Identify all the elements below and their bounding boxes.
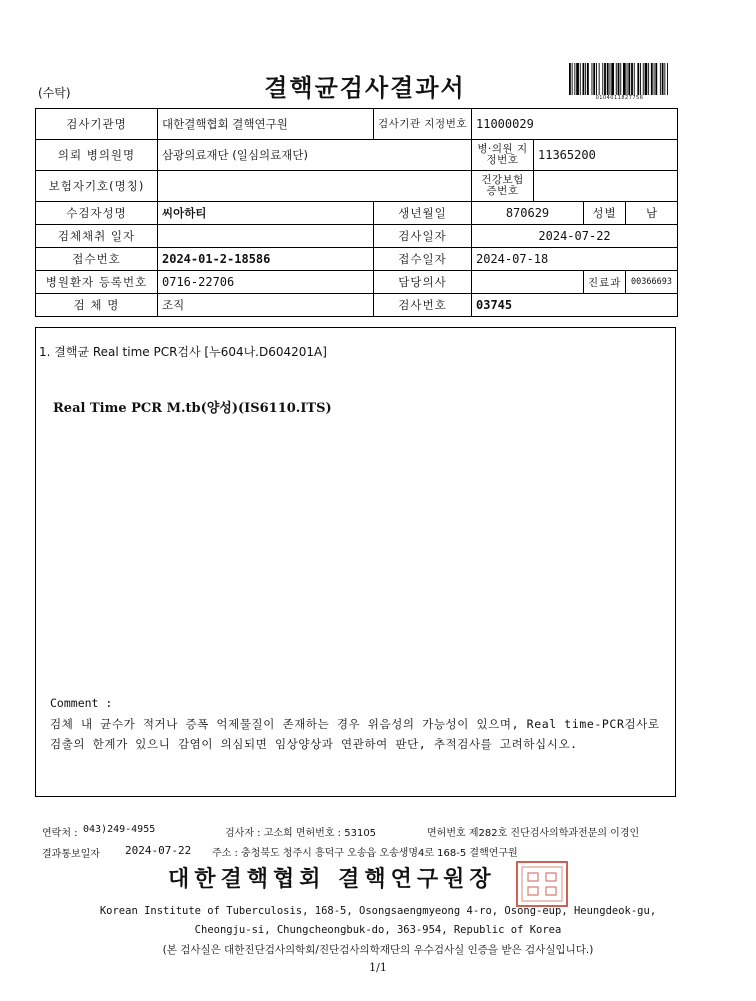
test-item-line: 1. 결핵균 Real time PCR검사 [누604나.D604201A] — [39, 345, 327, 359]
insurance-no-label: 건강보험 증번호 — [472, 171, 534, 202]
test-date-label: 검사일자 — [374, 225, 472, 248]
receive-tag: (수탁) — [38, 86, 71, 100]
table-row — [36, 202, 678, 225]
patient-label: 수검자성명 — [36, 202, 158, 225]
english-address-line2: Cheongju-si, Chungcheongbuk-do, 363-954, Republic of Korea — [194, 924, 562, 936]
test-no-label: 검사번호 — [374, 294, 472, 317]
contact-value: 043)249-4955 — [83, 824, 156, 835]
doctor-label: 담당의사 — [374, 271, 472, 294]
sex-value: 남 — [626, 202, 678, 225]
result-value: Real Time PCR M.tb(양성)(IS6110.ITS) — [53, 401, 332, 416]
birth-label: 생년월일 — [374, 202, 472, 225]
clinic-no-value: 11365200 — [534, 140, 678, 171]
specimen-value: 조직 — [158, 294, 374, 317]
sex-label: 성별 — [584, 202, 626, 225]
dept-label: 진료과 — [584, 271, 626, 294]
birth-value: 870629 — [472, 202, 584, 225]
agency-no-label: 검사기관 지정번호 — [374, 109, 472, 140]
comment-label: Comment : — [50, 696, 113, 710]
doctor-value — [472, 271, 584, 294]
specimen-label: 검 체 명 — [36, 294, 158, 317]
report-date-label: 결과통보일자 — [42, 849, 100, 860]
physician-license: 면허번호 제282호 진단검사의학과전문의 이경인 — [427, 828, 640, 839]
table-row — [36, 109, 678, 140]
collect-date-value — [158, 225, 374, 248]
barcode-icon — [568, 63, 671, 95]
collect-date-label: 검체채취 일자 — [36, 225, 158, 248]
contact-label: 연락처 : — [42, 828, 78, 839]
agency-value: 대한결핵협회 결핵연구원 — [158, 109, 374, 140]
agency-label: 검사기관명 — [36, 109, 158, 140]
patient-value: 씨아하티 — [158, 202, 374, 225]
hospital-reg-label: 병원환자 등록번호 — [36, 271, 158, 294]
dept-value: 00366693 — [626, 271, 678, 294]
english-address-line1: Korean Institute of Tuberculosis, 168-5, Osongsaengmyeong 4-ro, Osong-eup, Heungdeok-gu, — [99, 905, 657, 917]
insurer-label: 보험자기호(명칭) — [36, 171, 158, 202]
table-row — [36, 271, 678, 294]
institute-signature: 대한결핵협회 결핵연구원장 — [168, 866, 496, 892]
table-row — [36, 248, 678, 271]
examiner-info: 검사자 : 고소희 면허번호 : 53105 — [225, 828, 377, 839]
report-date-value: 2024-07-22 — [125, 844, 192, 857]
certification-note: (본 검사실은 대한진단검사의학회/진단검사의학재단의 우수검사실 인증을 받은 검사실입니다.) — [162, 944, 594, 956]
table-row — [36, 140, 678, 171]
institute-address: 주소 : 충청북도 청주시 흥덕구 오송읍 오송생명4로 168-5 결핵연구원 — [212, 848, 518, 859]
table-row — [36, 294, 678, 317]
comment-text: 검체 내 균수가 적거나 증폭 억제물질이 존재하는 경우 위음성의 가능성이 있으며, Real time-PCR검사로 검출의 한계가 있으니 감염이 의심되면 임상양상과 연관하여 판단, 추적검사를 고려하십시오. — [50, 717, 660, 751]
hospital-reg-value: 0716-22706 — [158, 271, 374, 294]
clinic-no-label: 병·의원 지정번호 — [472, 140, 534, 171]
table-row — [36, 225, 678, 248]
agency-no-value: 11000029 — [472, 109, 678, 140]
table-row — [36, 171, 678, 202]
barcode-number: 0104011827756 — [595, 95, 644, 101]
receipt-no-value: 2024-01-2-18586 — [158, 248, 374, 271]
page-number: 1/1 — [369, 961, 387, 974]
insurer-value — [158, 171, 472, 202]
requester-value: 삼광의료재단 (일심의료재단) — [158, 140, 472, 171]
official-seal-icon — [514, 859, 570, 909]
receipt-no-label: 접수번호 — [36, 248, 158, 271]
receipt-date-label: 접수일자 — [374, 248, 472, 271]
test-date-value: 2024-07-22 — [472, 225, 678, 248]
test-no-value: 03745 — [472, 294, 678, 317]
requester-label: 의뢰 병의원명 — [36, 140, 158, 171]
document-title: 결핵균검사결과서 — [264, 73, 466, 102]
receipt-date-value: 2024-07-18 — [472, 248, 678, 271]
insurance-no-value — [534, 171, 678, 202]
specimen-info-table — [35, 108, 678, 317]
